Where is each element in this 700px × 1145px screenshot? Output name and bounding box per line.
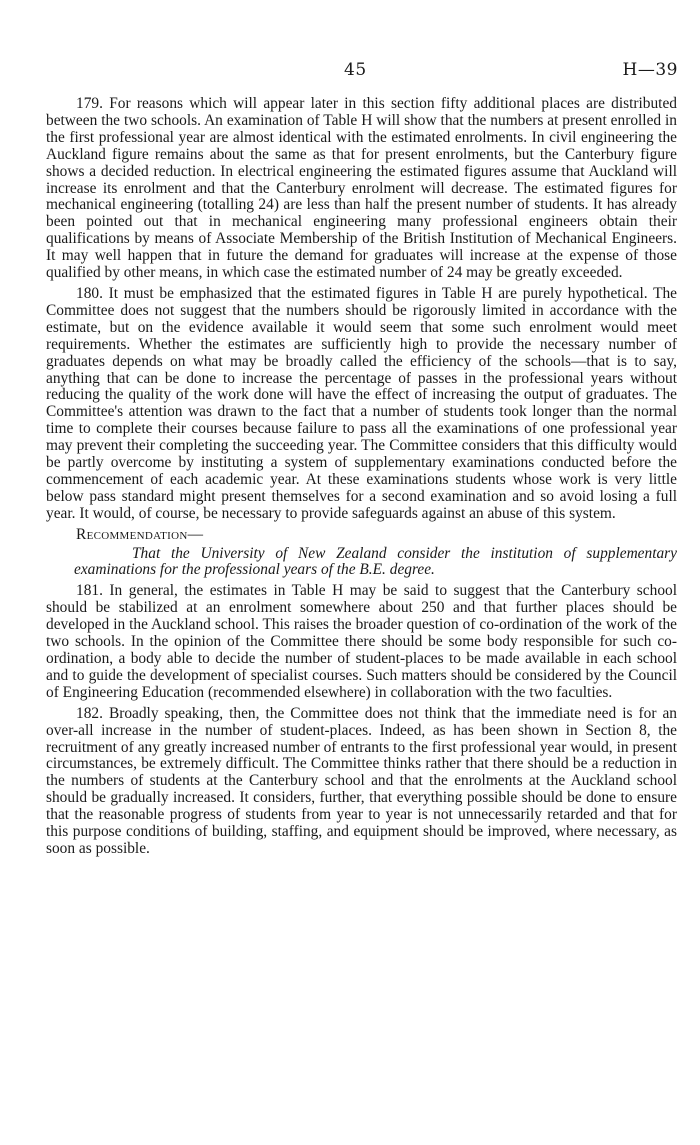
paragraph-180: 180. It must be emphasized that the estimated figures in Table H are purely hypothetical. The Committee does not suggest that the numbers should be rigorously limited in accordance with the estimate, but on the evidence available it would seem that some such enrolment would meet requirements. Whether the estimates are sufficiently high to provide the necessary number of graduates depends on what may be broadly called the efficiency of the schools—that is to say, anything that can be done to increase the percentage of passes in the professional years without reducing the quality of the work done will have the effect of increasing the output of graduates. The Committee's attention was drawn to the fact that a number of students took longer than the normal time to complete their courses because failure to pass all the examinations of one professional year may prevent their completing the succeeding year. The Committee considers that this difficulty would be partly overcome by instituting a system of supplementary examinations conducted before the commencement of each academic year. At these examinations students whose work is very little below pass standard might present themselves for a second examination and so avoid losing a full year. It would, of course, be necessary to provide safeguards against an abuse of this system. [46,284,677,522]
document-reference: H—39 [622,60,678,80]
body-text [46,96,677,862]
paragraph-179: 179. For reasons which will appear later in this section fifty additional places are distributed between the two schools. An examination of Table H will show that the numbers at present enrolled in the first professional year are almost identical with the estimated enrolments. In civil engineering the Auckland figure remains about the same as that for present enrolments, but the Canterbury figure shows a decided reduction. In electrical engineering the estimated figures assume that Auckland will increase its enrolment and that the Canterbury enrolment will decrease. The estimated figures for mechanical engineering (totalling 24) are less than half the present number of students. It has already been pointed out that in mechanical engineering many professional engineers obtain their qualifications by means of Associate Membership of the British Institution of Mechanical Engineers. It may well happen that in future the demand for graduates will increase at the expense of those qualified by other means, in which case the estimated number of 24 may be greatly exceeded. [46,95,677,282]
paragraph-181: 181. In general, the estimates in Table H may be said to suggest that the Canterbury school should be stabilized at an enrolment somewhere about 250 and that further places should be developed in the Auckland school. This raises the broader question of co-ordination of the work of the two schools. In the opinion of the Committee there should be some body responsible for such co-ordination, a body able to decide the number of student-places to be made available in each school and to guide the development of specialist courses. Such matters should be considered by the Council of Engineering Education (recommended elsewhere) in collaboration with the two faculties. [46,582,677,701]
recommendation-heading: Recommendation— [76,525,204,543]
page-header [0,60,700,84]
recommendation-text: That the University of New Zealand consider the institution of supplementary examinations for the professional years of the B.E. degree. [74,544,677,579]
page-number: 45 [344,60,367,80]
paragraph-182: 182. Broadly speaking, then, the Committee does not think that the immediate need is for an over-all increase in the number of student-places. Indeed, as has been shown in Section 8, the recruitment of any greatly increased number of entrants to the first professional year would, in present circumstances, be extremely difficult. The Committee thinks rather that there should be a reduction in the numbers of students at the Canterbury school and that the enrolments at the Auckland school should be gradually increased. It considers, further, that everything possible should be done to ensure that the reasonable progress of students from year to year is not unnecessarily retarded and that for this purpose conditions of building, staffing, and equipment should be improved, where necessary, as soon as possible. [46,704,677,857]
